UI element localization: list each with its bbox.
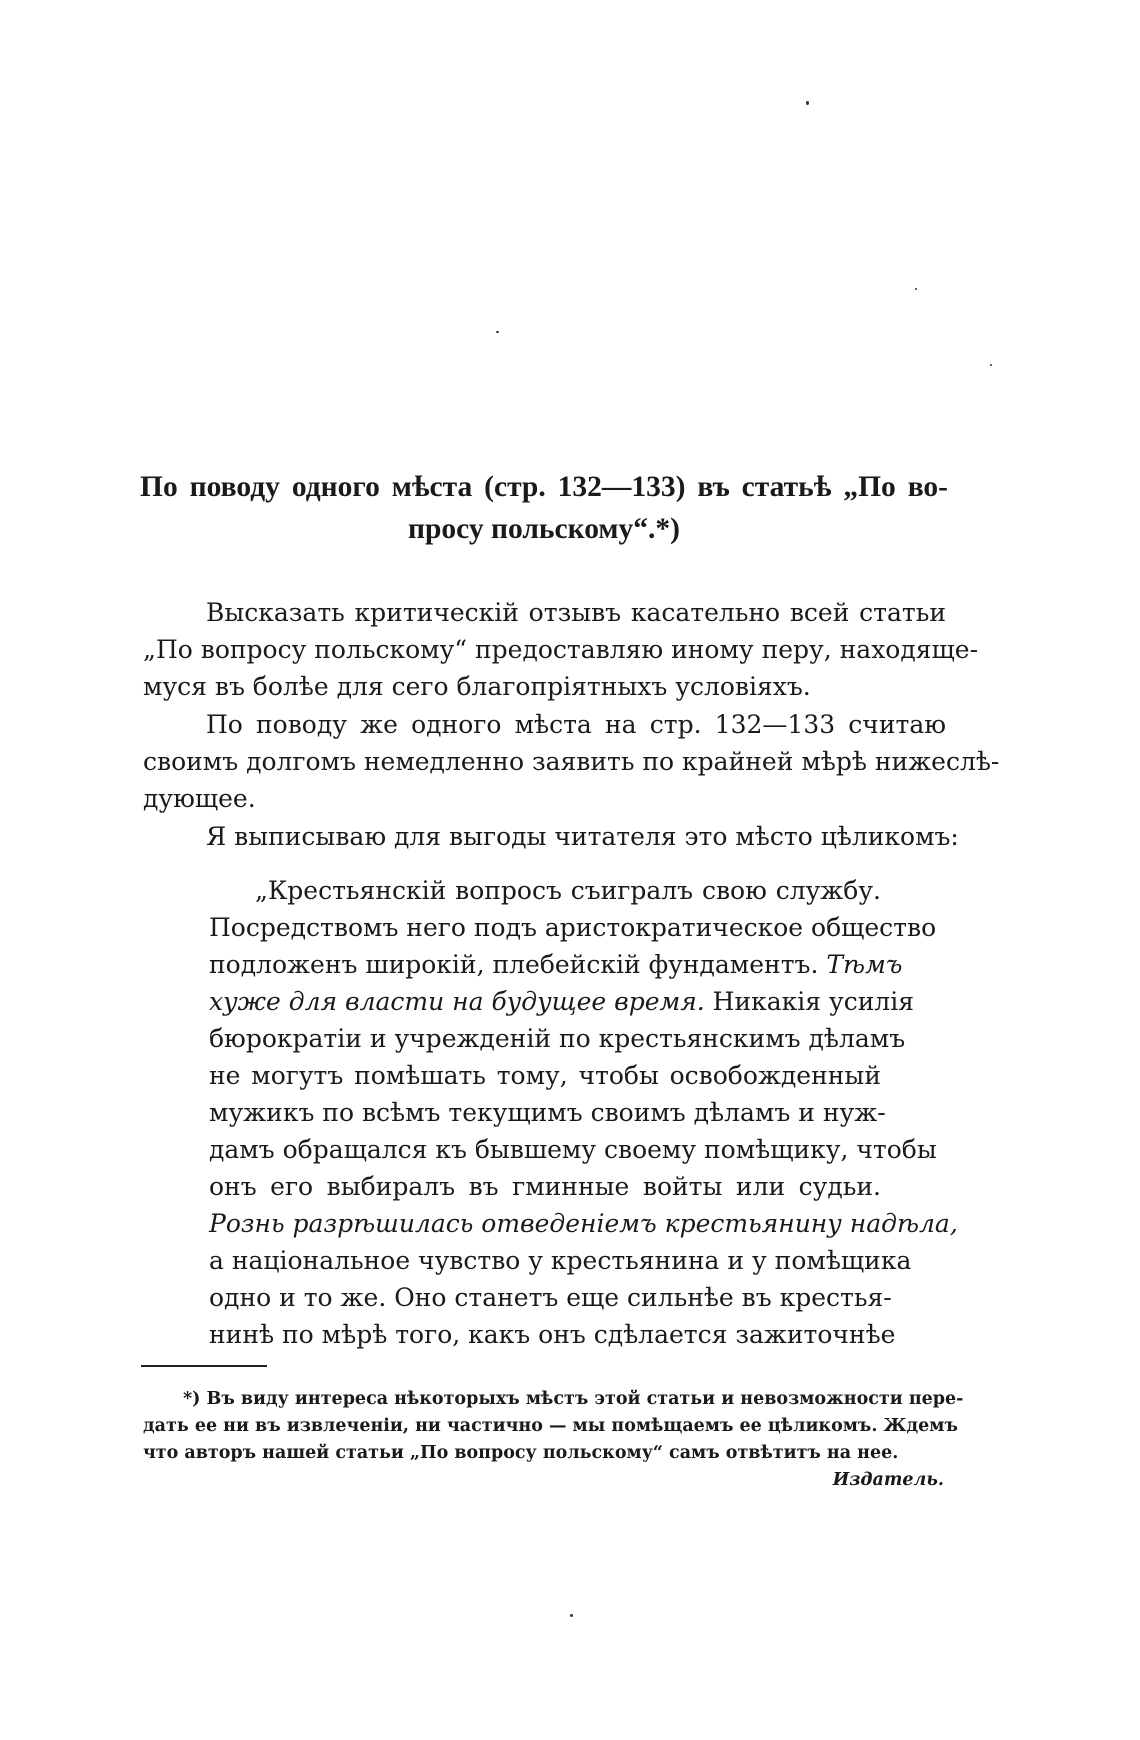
quote-line: Посредствомъ него подъ аристократическое общество: [209, 913, 937, 942]
scan-speck: [570, 1614, 573, 1617]
quote-text-plain: Никакія усилія: [712, 987, 915, 1016]
quote-line: „Крестьянскій вопросъ съигралъ свою службу.: [255, 876, 881, 905]
footnote-line: что авторъ нашей статьи „По вопросу польскому“ самъ отвѣтитъ на нее.: [143, 1443, 899, 1463]
publisher-signature: Издатель.: [832, 1470, 944, 1490]
quote-line: а національное чувство у крестьянина и у помѣщика: [209, 1246, 912, 1275]
text-line: муся въ болѣе для сего благопріятныхъ условіяхъ.: [143, 672, 811, 701]
scan-speck: [806, 101, 809, 105]
text-line: По поводу же одного мѣста на стр. 132—133 считаю: [206, 710, 946, 739]
scan-speck: [915, 288, 917, 290]
text-line: Высказать критическій отзывъ касательно всей статьи: [206, 598, 946, 627]
quote-line: Рознь разрѣшилась отведеніемъ крестьянину надѣла,: [209, 1209, 958, 1238]
footnote-line: дать ее ни въ извлеченіи, ни частично — мы помѣщаемъ ее цѣликомъ. Ждемъ: [143, 1416, 958, 1436]
scan-speck: [496, 331, 499, 333]
title-line-1: По поводу одного мѣста (стр. 132—133) въ статьѣ „По во-: [140, 471, 948, 503]
quote-text-italic: Тѣмъ: [826, 950, 903, 979]
footnote: [143, 1386, 964, 1494]
text-line: „По вопросу польскому“ предоставляю иному перу, находяще-: [143, 635, 979, 664]
footnote-line: *) Въ виду интереса нѣкоторыхъ мѣстъ этой статьи и невозможности пере-: [183, 1389, 964, 1409]
article-title: [140, 466, 948, 550]
quote-text-italic: хуже для власти на будущее время.: [209, 987, 705, 1016]
quote-line: онъ его выбиралъ въ гминные войты или судьи.: [209, 1172, 881, 1201]
intro-paragraph: [143, 594, 979, 705]
text-line: Я выписываю для выгоды читателя это мѣсто цѣликомъ:: [206, 822, 959, 851]
quote-line: мужикъ по всѣмъ текущимъ своимъ дѣламъ и нуж-: [209, 1098, 886, 1127]
text-line: своимъ долгомъ немедленно заявить по крайней мѣрѣ нижеслѣ-: [143, 747, 1000, 776]
footnote-divider: [141, 1365, 267, 1367]
quote-line: нинѣ по мѣрѣ того, какъ онъ сдѣлается зажиточнѣе: [209, 1320, 896, 1349]
quote-line: не могутъ помѣшать тому, чтобы освобожденный: [209, 1061, 881, 1090]
quoted-passage: [209, 872, 958, 1353]
quote-text-plain: подложенъ широкій, плебейскій фундаментъ.: [209, 950, 819, 979]
quote-line: [209, 946, 903, 983]
scan-speck: [990, 364, 992, 366]
quote-line: бюрократіи и учрежденій по крестьянскимъ дѣламъ: [209, 1024, 906, 1053]
quote-line: [209, 983, 915, 1020]
third-paragraph: [143, 818, 959, 855]
quote-line: одно и то же. Оно станетъ еще сильнѣе въ крестья-: [209, 1283, 892, 1312]
title-line-2: просу польскому“.*): [408, 513, 680, 545]
second-paragraph: [143, 706, 1000, 817]
text-line: дующее.: [143, 784, 256, 813]
quote-line: дамъ обращался къ бывшему своему помѣщику, чтобы: [209, 1135, 937, 1164]
